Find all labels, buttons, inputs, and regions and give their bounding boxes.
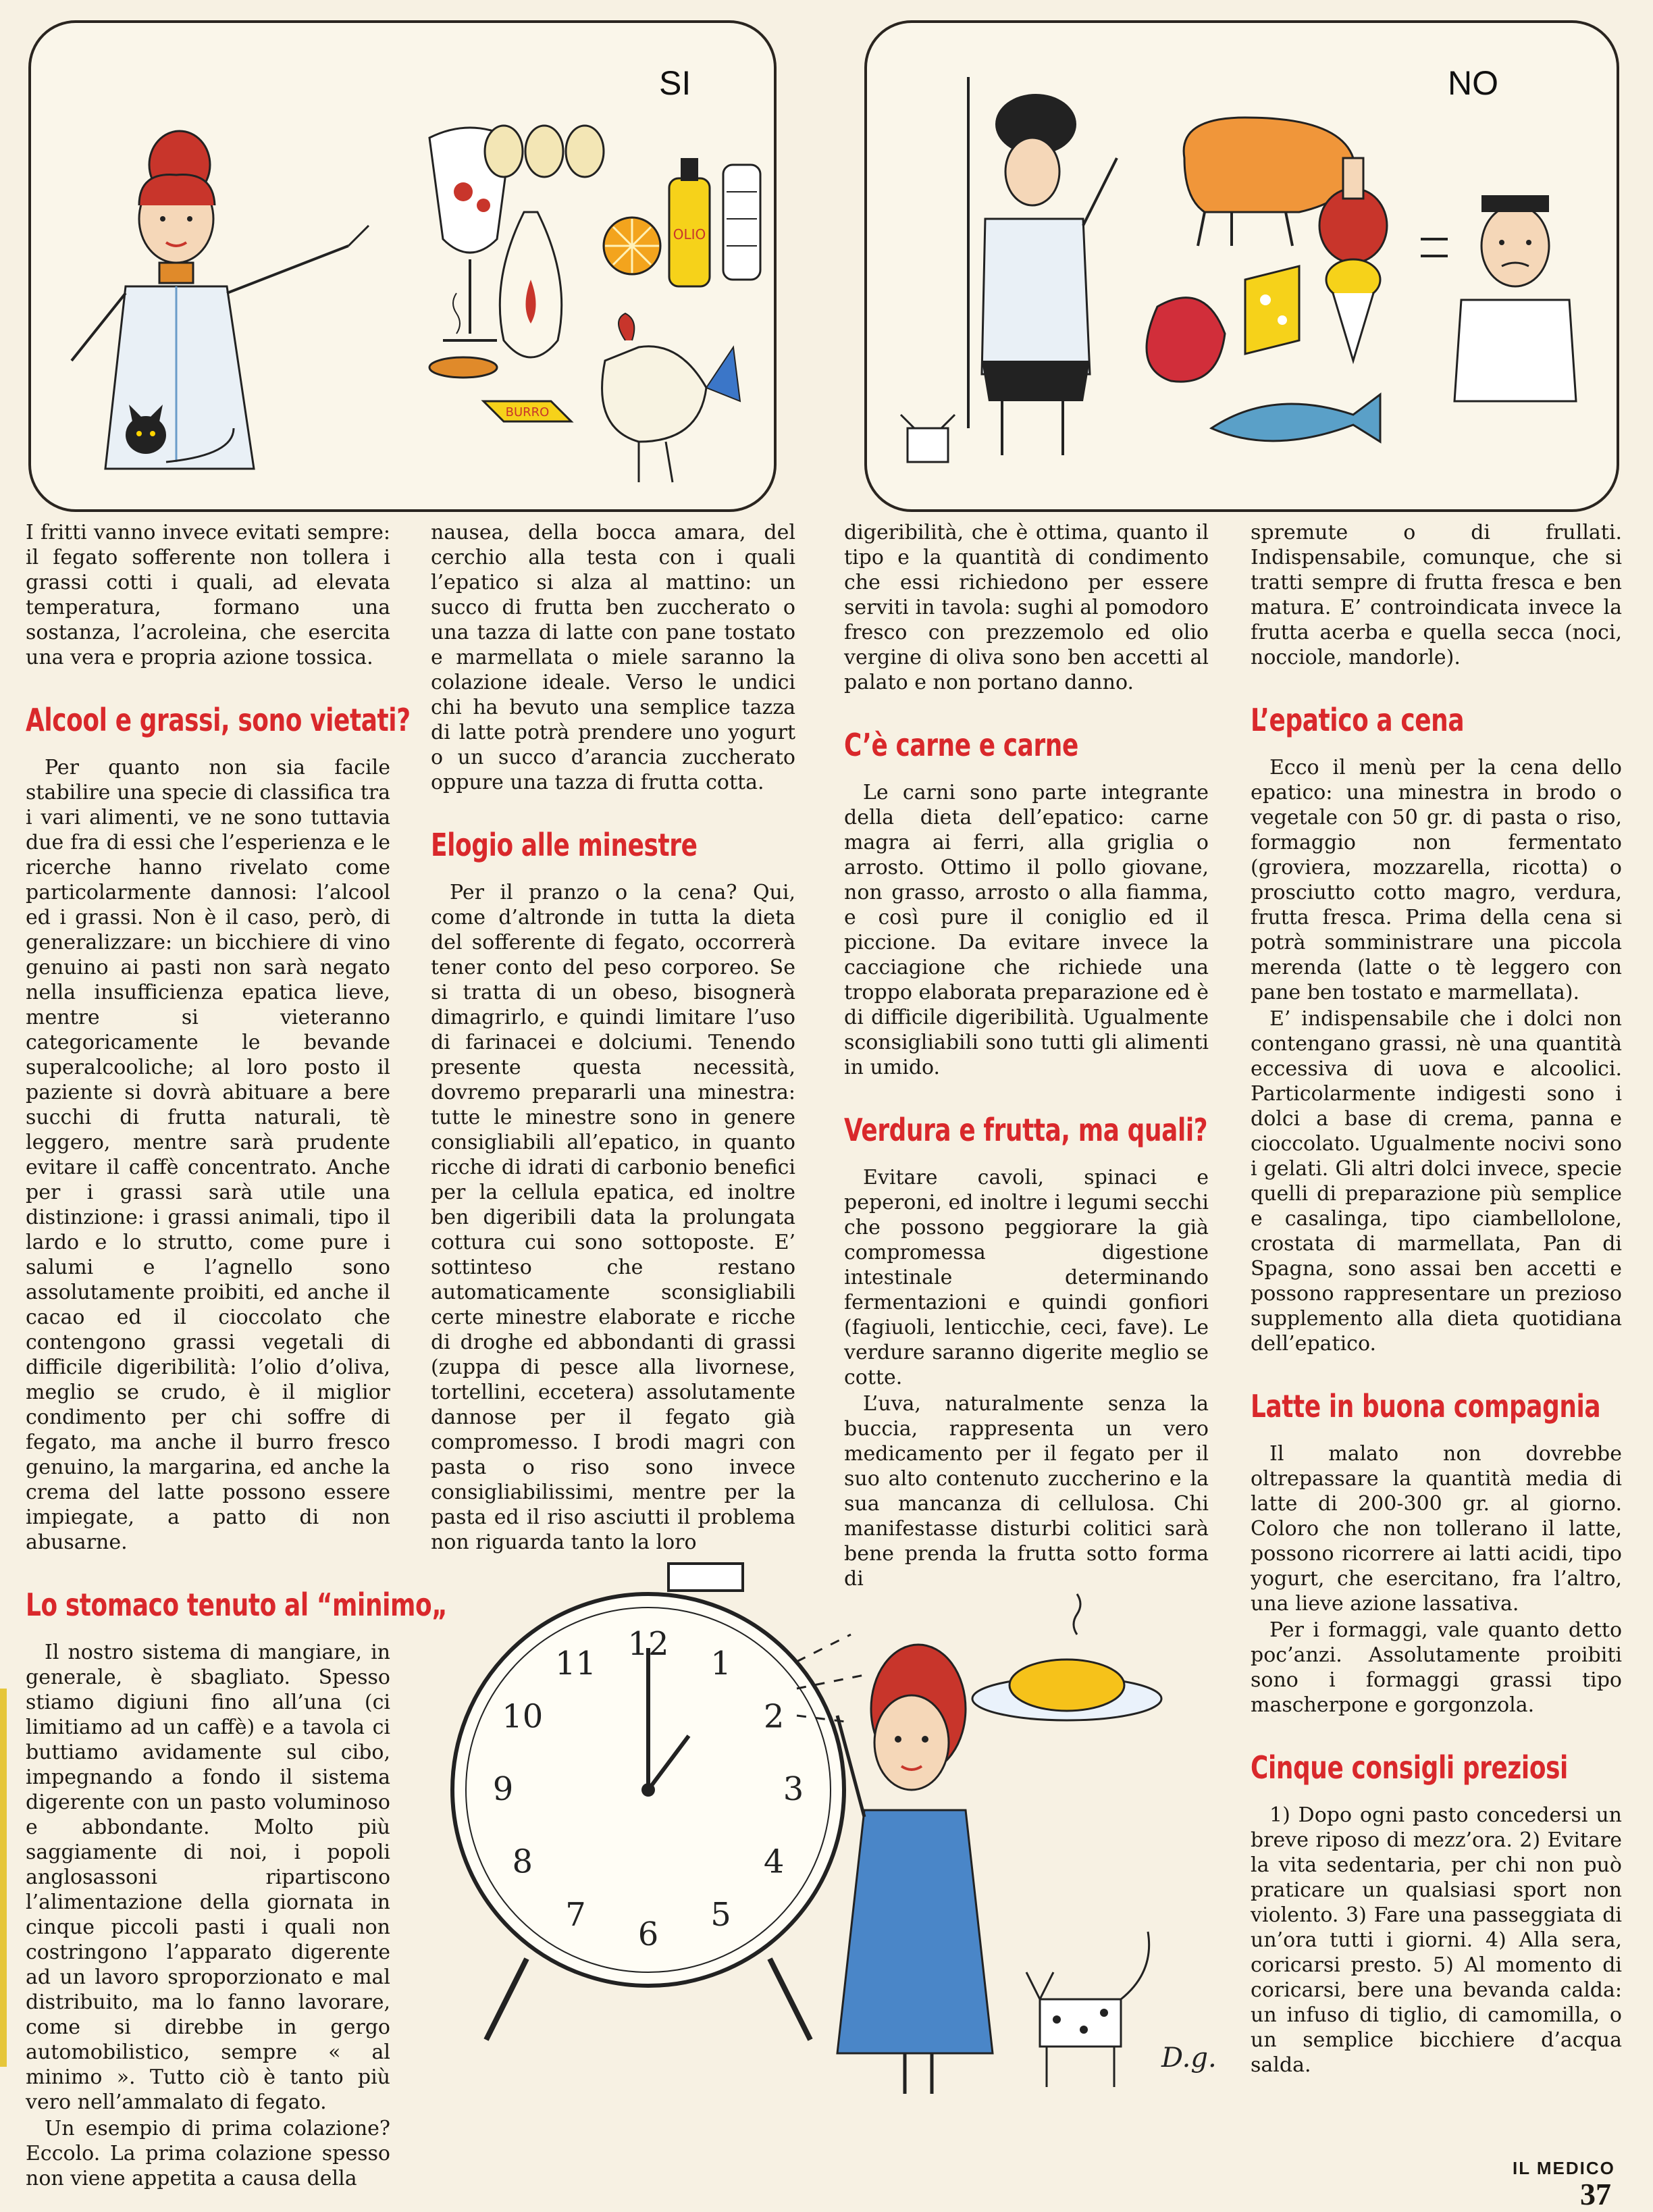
paragraph: E’ indispensabile che i dolci non contengano grassi, nè una quantità eccessiva di uova e alcoolici. Particolarmente indigesti sono i dolci a base di crema, panna e cioccolato. Ugualmente nocivi sono i gelati. Gli altri dolci invece, specie quelli di preparazione più semplice e casalinga, tipo ciambellolone, crostata di marmellata, Pan di Spagna, sono assai ben accetti e possono rappresentare un prezioso supplemento alla dieta quotidiana dell’epatico. [1251,1007,1622,1356]
butter-icon [483,401,571,421]
paragraph: nausea, della bocca amara, del cerchio alla testa con i quali l’epatico si alza al mattino: un succo di frutta ben zuccherato o una tazza di latte con pane tostato e marmellata o miele saranno la colazione ideale. Verso le undici chi ha bevuto una semplice tazza di latte potrà prendere uno yogurt o un succo d’arancia zuccherato oppure una tazza di frutta cotta. [431,521,795,794]
column-3 [844,520,1209,1593]
ice-cream-icon [1326,259,1380,361]
paragraph: 1) Dopo ogni pasto concedersi un breve riposo di mezz’ora. 2) Evitare la vita sedentaria, per chi non può praticare un qualsiasi sport non violento. 3) Fare una passeggiata di un’ora tutti i giorni. 4) Alla sera, coricarsi presto. 5) Al momento di coricarsi, bere una bevanda calda: un infuso di tiglio, di camomilla, o un semplice bicchiere d’acqua salda. [1251,1803,1622,2077]
alarm-clock-icon [452,1564,844,2040]
sad-man-icon [1421,195,1576,401]
column-4 [1251,520,1622,2079]
column-1 [26,520,448,2192]
heading-carne: C’è carne e carne [844,727,1078,763]
heading-consigli: Cinque consigli preziosi [1251,1749,1568,1786]
no-label: NO [1448,64,1498,102]
paragraph: I fritti vanno invece evitati sempre: il fegato sofferente non tollera i grassi cotti i quali, ad elevata temperatura, formano una sostanza, l’acroleina, che esercita una vera e propria azione tossica. [26,521,390,669]
paragraph: L’uva, naturalmente senza la buccia, rappresenta un vero medicamento per il fegato per il suo alto contenuto zuccherino e la sua mancanza di cellulosa. Chi manifestasse disturbi colitici sarà bene prenda la frutta sotto forma di [844,1392,1209,1591]
paragraph: Per il pranzo o la cena? Qui, come d’altronde in tutta la dieta del sofferente di fegato, occorrerà tener conto del peso corporeo. Se si tratta di un obeso, bisognerà dimagrirlo, e quindi limitare l’uso di farinacei e dolciumi. Tenendo presente questa necessità, dovremo prepararli una minestra: tutte le minestre sono in genere consigliabili all’epatico, in quanto ricche di idrati di carbonio benefici per la cellula epatica, ed inoltre ben digeribili data la prolungata cottura cui sono sottoposte. E’ sottinteso che restano automaticamente sconsigliabili certe minestre elaborate e ricche di droghe ed abbondanti di grassi (zuppa di pesce alla livornese, tortellini, eccetera) assolutamente dannose per il fegato già compromesso. I brodi magri con pasta o riso sono invece consigliabilissimi, mentre per la pasta ed il riso asciutti il problema non riguarda tanto la loro [431,881,795,1554]
fish-icon [1211,394,1380,442]
paragraph: Ecco il menù per la cena dello epatico: una minestra in brodo o vegetale con 50 gr. di pasta o riso, formaggio non fermentato (groviera, mozzarella, ricotta) o prosciutto cotto magro, verdura, frutta fresca. Prima della cena si potrà somministrare una piccola merenda (latte o tè leggero con pane ben tostato e marmellata). [1251,756,1622,1004]
eggs-icon [485,126,604,177]
rooster-icon [602,313,740,482]
clock-number: 4 [763,1843,785,1881]
heading-verdura-frutta: Verdura e frutta, ma quali? [844,1112,1208,1148]
heading-elogio-minestre: Elogio alle minestre [431,827,698,863]
doctor-woman-icon [968,77,1117,455]
si-illustration [31,23,774,509]
bottle-icon [723,165,760,280]
clock-number: 5 [710,1896,731,1934]
clock-number: 9 [492,1770,514,1808]
lemon-slice-icon [604,217,660,274]
pear-icon [500,212,561,357]
paragraph: Evitare cavoli, spinaci e peperoni, ed inoltre i legumi secchi che possono peggiorare la già compromessa digestione intestinale determinando fermentazioni e quindi gonfiori (fagiuoli, lenticchie, ceci, fave). Le verdure saranno digerite meglio se cotte. [844,1166,1209,1389]
paragraph: Il malato non dovrebbe oltrepassare la quantità media di latte di 200-300 gr. al giorno. Coloro che non tollerano il latte, possono ricorrere ai latti acidi, tipo yogurt, che esercitano, fra l’altro, una lieve azione lassativa. [1251,1442,1622,1616]
cat-icon [901,415,955,462]
paragraph: Per i formaggi, vale quanto detto poc’anzi. Assolutamente proibiti sono i formaggi grassi tipo mascherpone e gorgonzola. [1251,1618,1622,1717]
oil-bottle-icon [669,158,710,286]
paragraph: Per quanto non sia facile stabilire una specie di classifica tra i vari alimenti, ve ne sono tuttavia due fra di essi che l’esperienza e le ricerche hanno rivelato come particolarmente dannosi: l’alcool ed i grassi. Non è il caso, però, di generalizzare: un bicchiere di vino genuino ai pasti non sarà negato nella insufficienza epatica lieve, mentre si vieteranno categoricamente le bevande superalcooliche; al loro posto il paziente si dovrà abituare a bere succhi di frutta naturali, tè leggero, mentre sarà prudente evitare il caffè concentrato. Anche per i grassi sarà utile una distinzione: i grassi animali, tipo il lardo e lo strutto, come pure i salumi e l’agnello sono assolutamente proibiti, ed anche il cacao ed il cioccolato che contengono grassi vegetali di difficile digeribilità: l’olio d’oliva, meglio se crudo, è il miglior condimento per chi soffre di fegato, ma anche il burro fresco genuino, la margarina, ed anche la crema del latte possono essere impiegate, a patto di non abusarne. [26,756,390,1554]
clock-number: 10 [502,1697,544,1736]
butter-label: BURRO [505,405,550,419]
clock-number: 7 [565,1896,586,1934]
clock-number: 12 [627,1625,669,1663]
panel-no [864,20,1619,512]
woman-icon [72,131,369,469]
heading-epatico-cena: L’epatico a cena [1251,702,1465,738]
no-illustration [867,23,1617,509]
heading-alcool-grassi: Alcool e grassi, sono vietati? [26,702,411,738]
footer-magazine: IL MEDICO [1513,2158,1615,2178]
spotted-cat-icon [1026,1932,1149,2087]
clock-number: 8 [512,1843,533,1881]
page-number: 37 [1580,2177,1611,2211]
paragraph: digeribilità, che è ottima, quanto il tipo e la quantità di condimento che essi richiedono per essere serviti in tavola: sughi al pomodoro fresco con prezzemolo ed olio vergine di oliva sono ben accetti al palato e non portano danno. [844,521,1209,694]
paragraph: Le carni sono parte integrante della dieta dell’epatico: carne magra ai ferri, alla griglia o arrosto. Ottimo il pollo giovane, non grasso, arrosto o alla fiamma, e così pure il coniglio ed il piccione. Da evitare invece la cacciagione che richiede una troppo elaborata preparazione ed è di difficile digeribilità. Ugualmente sconsigliabili sono tutti gli alimenti in umido. [844,781,1209,1079]
paragraph: Un esempio di prima colazione? Eccolo. La prima colazione spesso non viene appetita a causa della [26,2117,390,2190]
clock-number: 6 [637,1915,659,1953]
clock-illustration [446,1553,1217,2107]
panel-si [28,20,777,512]
clock-number: 1 [710,1644,731,1682]
cheese-icon [1245,266,1299,354]
page-edge-strip [0,1689,7,2067]
clock-number: 2 [763,1697,785,1736]
clock-number: 11 [554,1644,597,1682]
heading-stomaco-minimo: Lo stomaco tenuto al “minimo„ [26,1587,448,1623]
si-label: SI [659,64,691,102]
column-2 [431,520,795,1556]
clock-number: 3 [783,1770,804,1808]
paragraph: spremute o di frullati. Indispensabile, comunque, che si tratti sempre di frutta fresca e ben matura. E’ controindicata invece la frutta acerba e quella secca (noci, nocciole, mandorle). [1251,521,1622,669]
soup-bowl-icon [429,293,497,378]
oil-label: OLIO [673,226,706,242]
paragraph: Il nostro sistema di mangiare, in generale, è sbagliato. Spesso stiamo digiuni fino all’una (ci limitiamo ad un caffè) e a tavola ci buttiamo avidamente sul cibo, impegnando a fondo il sistema digerente con un pasto voluminoso e abbondante. Molto più saggiamente di noi, i popoli anglosassoni ripartiscono l’alimentazione della giornata in cinque piccoli pasti i quali non costringono l’apparato digerente ad un lavoro sproporzionato e mal distribuito, ma lo fanno lavorare, come si direbbe in gergo automobilistico, sempre « al minimo ». Tutto ciò è tanto più vero nell’ammalato di fegato. [26,1641,390,2114]
artist-signature: D.g. [1161,2042,1217,2074]
heading-latte: Latte in buona compagnia [1251,1388,1601,1424]
meat-icon [1147,298,1225,382]
